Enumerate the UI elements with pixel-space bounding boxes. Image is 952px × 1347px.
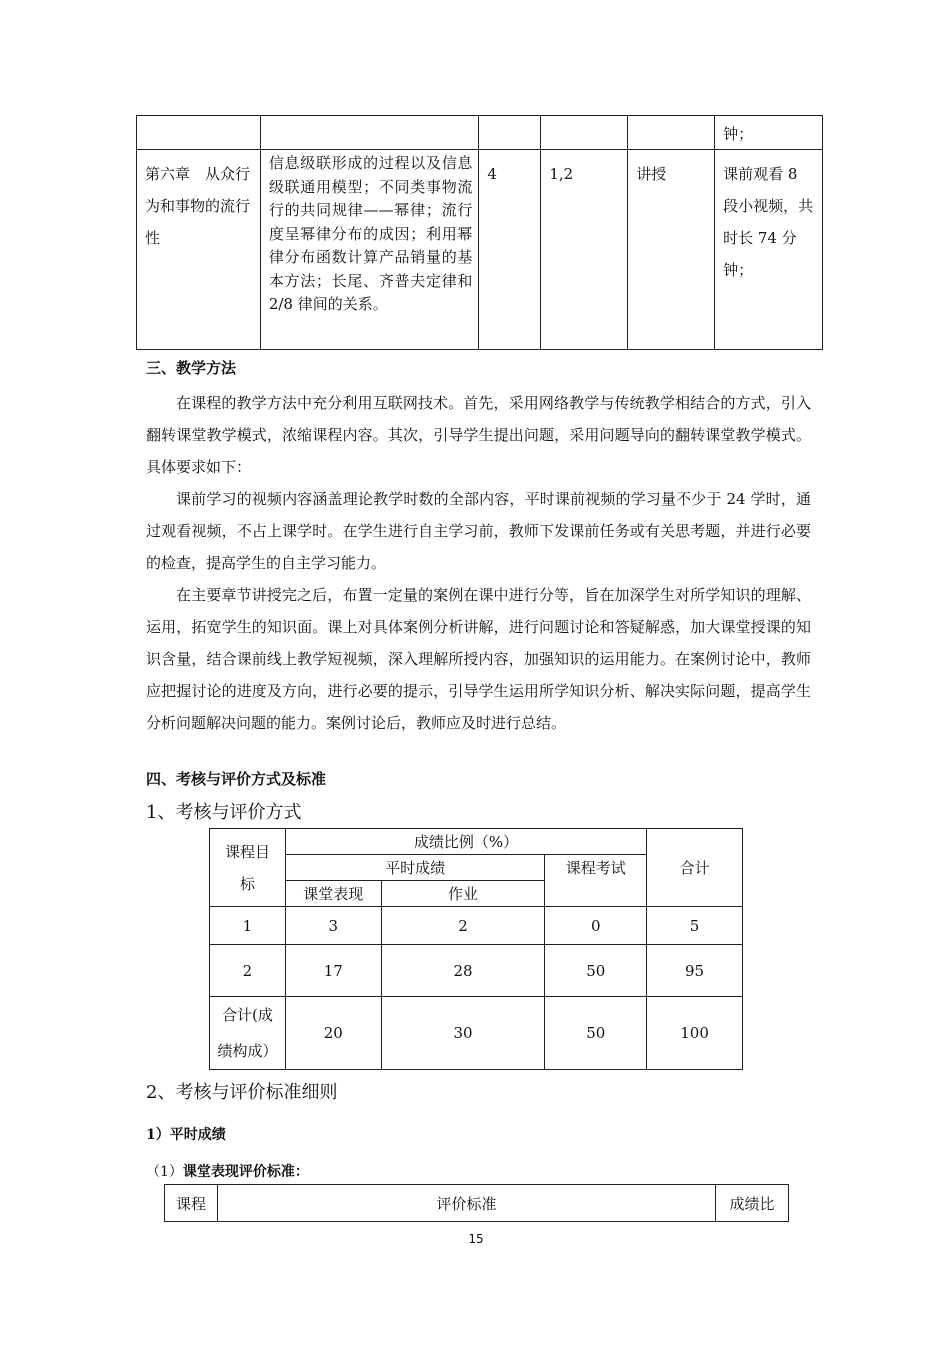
subheading-class-criteria: （1）课堂表现评价标准： [146,1164,309,1180]
header-total: 合计 [647,829,743,907]
subheading-regular-score: 1）平时成绩 [146,1127,226,1143]
header-homework: 作业 [381,881,545,907]
total-cell: 5 [647,907,743,945]
method-cell: 讲授 [628,150,715,350]
paragraph: 课前学习的视频内容涵盖理论教学时数的全部内容，平时课前视频的学习量不少于 24 学时，通过观看视频，不占上课学时。在学生进行自主学习前，教师下发课前任务或有关思考题，并进行必要的检查，提高学生的自主学习能力。 [146,490,811,572]
content-cell: 信息级联形成的过程以及信息级联通用模型；不同类事物流行的共同规律——幂律；流行度呈幂律分布的成因；利用幂律分布函数计算产品销量的基本方法；长尾、齐普夫定律和 2/8 律间的关系。 [260,150,479,350]
empty-cell [541,116,628,150]
table-row [137,150,823,350]
class-cell: 17 [285,945,381,997]
class-criteria-table [164,1184,789,1222]
remark-continued: 钟； [715,116,823,150]
homework-cell: 30 [381,997,545,1070]
subheading-assessment-criteria: 2、考核与评价标准细则 [146,1082,338,1103]
table-row [210,907,743,945]
header-criteria: 评价标准 [217,1185,715,1222]
table-row [165,1185,789,1222]
homework-cell: 2 [381,907,545,945]
paragraph: 在课程的教学方法中充分利用互联网技术。首先，采用网络教学与传统教学相结合的方式，引入翻转课堂教学模式，浓缩课程内容。其次，引导学生提出问题，采用问题导向的翻转课堂教学模式。具体要求如下： [146,394,811,476]
section-heading-teaching-method: 三、教学方法 [146,359,237,377]
table-row [210,997,743,1070]
header-ratio: 成绩比 [716,1185,789,1222]
page-number: 15 [468,1232,484,1246]
class-cell: 3 [285,907,381,945]
header-ratio: 成绩比例（%） [285,829,646,855]
exam-cell: 0 [545,907,647,945]
empty-cell [137,116,261,150]
total-cell: 95 [647,945,743,997]
header-exam: 课程考试 [545,855,647,907]
subheading-assessment-method: 1、考核与评价方式 [146,802,302,823]
header-goal: 课程目 标 [210,829,286,907]
table-row [210,945,743,997]
objectives-cell: 1,2 [541,150,628,350]
chapter-cell: 第六章 从众行为和事物的流行性 [137,150,261,350]
total-cell: 100 [647,997,743,1070]
exam-cell: 50 [545,945,647,997]
paragraph: 在主要章节讲授完之后，布置一定量的案例在课中进行分等，旨在加深学生对所学知识的理解、运用，拓宽学生的知识面。课上对具体案例分析讲解，进行问题讨论和答疑解惑，加大课堂授课的知识含量，结合课前线上教学短视频，深入理解所授内容，加强知识的运用能力。在案例讨论中，教师应把握讨论的进度及方向，进行必要的提示，引导学生运用所学知识分析、解决实际问题，提高学生分析问题解决问题的能力。案例讨论后，教师应及时进行总结。 [146,586,811,732]
sum-label-cell: 合计(成 绩构成） [210,997,286,1070]
goal-cell: 1 [210,907,286,945]
exam-cell: 50 [545,997,647,1070]
score-ratio-table [209,828,743,1070]
empty-cell [260,116,479,150]
table-row [137,116,823,150]
hours-cell: 4 [479,150,541,350]
empty-cell [479,116,541,150]
header-course: 课程 [165,1185,218,1222]
class-cell: 20 [285,997,381,1070]
remark-cell: 课前观看 8 段小视频，共时长 74 分钟； [715,150,823,350]
table-row [210,829,743,855]
empty-cell [628,116,715,150]
section-heading-assessment: 四、考核与评价方式及标准 [146,770,327,788]
header-regular: 平时成绩 [285,855,544,881]
goal-cell: 2 [210,945,286,997]
header-class: 课堂表现 [285,881,381,907]
course-content-table [136,115,823,350]
homework-cell: 28 [381,945,545,997]
